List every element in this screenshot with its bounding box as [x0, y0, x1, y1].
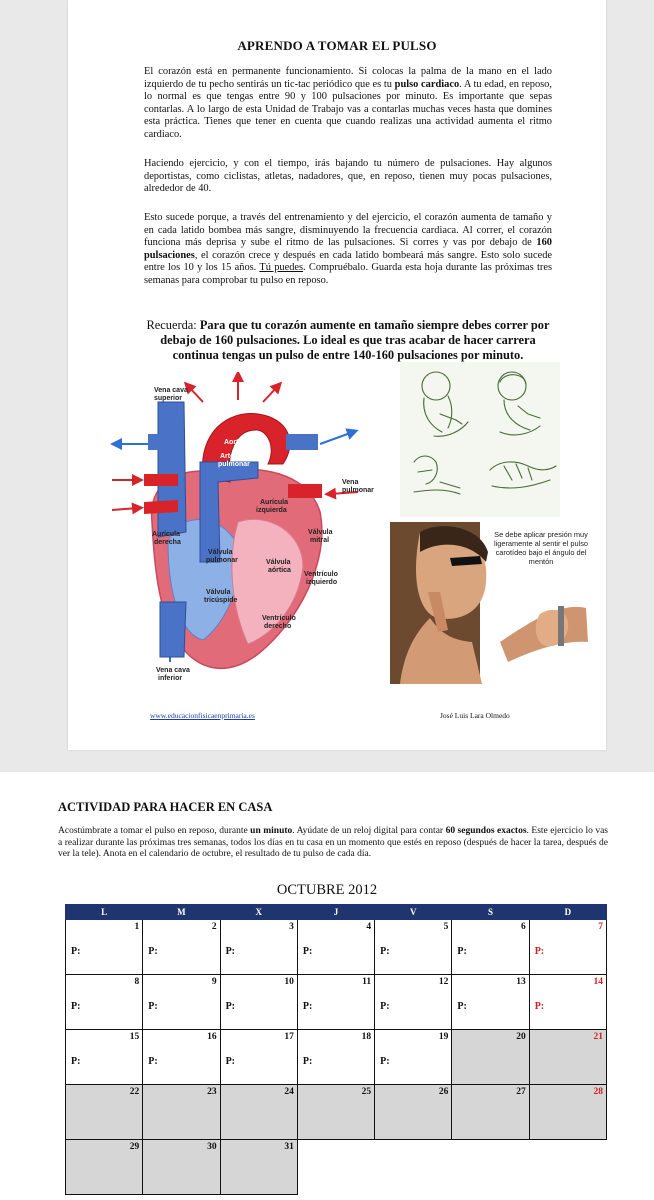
- calendar-day-cell[interactable]: [529, 975, 606, 1030]
- calendar-day-cell: [66, 1085, 143, 1140]
- calendar-day-cell[interactable]: [66, 1030, 143, 1085]
- weekday-header: V: [375, 905, 452, 920]
- weekday-header: D: [529, 905, 606, 920]
- paragraph-1: El corazón está en permanente funcionamiento. Si colocas la palma de la mano en el lado izquierdo de tu pecho sentirás un tic-tac periódico que es tu pulso cardiaco. A tu edad, en reposo, lo normal es que tengas entre 90 y 100 pulsaciones por minuto. Es importante que sepas contarlas. A lo largo de esta Unidad de Trabajo vas a contarlas muchas veces hasta que domines esta práctica. Tienes que tener en cuenta que cuando realizas una actividad aumenta el ritmo cardiaco.: [144, 66, 552, 140]
- label-vena-pulmonar: Vena pulmonar: [342, 479, 374, 494]
- day-number: 5: [443, 922, 449, 932]
- activity-title: ACTIVIDAD PARA HACER EN CASA: [58, 800, 273, 814]
- calendar-week-row: [66, 1085, 607, 1140]
- calendar-empty-cell: [452, 1140, 529, 1195]
- footer-website-link[interactable]: www.educacionfisicaenprimaria.es: [150, 711, 255, 720]
- pulse-label: P:: [302, 1056, 313, 1067]
- day-number: 26: [438, 1087, 449, 1097]
- calendar-empty-cell: [297, 1140, 374, 1195]
- day-number: 7: [598, 922, 603, 932]
- day-number: 20: [516, 1032, 526, 1042]
- day-number: 31: [284, 1142, 294, 1152]
- calendar-day-cell: [220, 1085, 297, 1140]
- label-valvula-pulmonar: Válvula pulmonar: [206, 549, 238, 564]
- calendar-day-cell[interactable]: [143, 975, 220, 1030]
- label-auricula-derecha: Aurícula derecha: [152, 531, 181, 546]
- pulse-label: P:: [302, 946, 313, 957]
- calendar-week-row: [66, 1140, 607, 1195]
- pulse-sketch-illustration: [400, 362, 560, 517]
- weekday-header: S: [452, 905, 529, 920]
- calendar-day-cell: [66, 1140, 143, 1195]
- weekday-header: L: [66, 905, 143, 920]
- day-number: 24: [284, 1087, 294, 1097]
- pulse-label: P:: [225, 1056, 236, 1067]
- pulse-label: P:: [380, 1056, 390, 1067]
- label-arteria-pulmonar: Arteria pulmonar: [218, 453, 250, 468]
- calendar-day-cell[interactable]: [375, 975, 452, 1030]
- day-number: 22: [129, 1087, 140, 1097]
- calendar-week-row: [66, 975, 607, 1030]
- calendar-day-cell[interactable]: [375, 1030, 452, 1085]
- pulse-label: P:: [148, 1056, 158, 1067]
- day-number: 6: [520, 922, 526, 932]
- calendar-day-cell[interactable]: [297, 920, 374, 975]
- pulse-label: P:: [71, 946, 81, 957]
- calendar-day-cell[interactable]: [220, 1030, 297, 1085]
- pulse-label: P:: [225, 1001, 236, 1012]
- calendar-day-cell[interactable]: [452, 920, 529, 975]
- day-number: 25: [361, 1087, 372, 1097]
- day-number: 19: [438, 1032, 449, 1042]
- pulse-label: P:: [457, 946, 467, 957]
- pulse-label: P:: [302, 1001, 313, 1012]
- day-number: 8: [134, 977, 140, 987]
- day-number: 14: [593, 977, 603, 987]
- calendar-day-cell[interactable]: [220, 975, 297, 1030]
- pulse-label: P:: [534, 1001, 545, 1012]
- day-number: 2: [211, 922, 217, 932]
- calendar-day-cell: [452, 1030, 529, 1085]
- day-number: 18: [361, 1032, 372, 1042]
- calendar-day-cell[interactable]: [529, 920, 606, 975]
- weekday-header: X: [220, 905, 297, 920]
- pulse-label: P:: [457, 1001, 467, 1012]
- calendar-day-cell[interactable]: [143, 1030, 220, 1085]
- day-number: 11: [362, 977, 372, 987]
- pulse-label: P:: [534, 946, 545, 957]
- day-number: 28: [593, 1087, 603, 1097]
- day-number: 12: [438, 977, 449, 987]
- pulse-label: P:: [225, 946, 236, 957]
- day-number: 13: [516, 977, 526, 987]
- day-number: 15: [129, 1032, 140, 1042]
- day-number: 4: [366, 922, 372, 932]
- calendar-day-cell[interactable]: [66, 975, 143, 1030]
- day-number: 29: [129, 1142, 140, 1152]
- day-number: 1: [134, 922, 140, 932]
- weekday-header: J: [297, 905, 374, 920]
- calendar-day-cell: [452, 1085, 529, 1140]
- calendar-day-cell: [143, 1140, 220, 1195]
- pulse-label: P:: [380, 946, 390, 957]
- label-ventriculo-izquierdo: Ventrículo izquierdo: [304, 571, 338, 586]
- label-auricula-izquierda: Aurícula izquierda: [256, 499, 289, 514]
- label-valvula-aortica: Válvula aórtica: [266, 559, 291, 574]
- calendar-day-cell[interactable]: [375, 920, 452, 975]
- calendar-body: [66, 920, 607, 1195]
- calendar-empty-cell: [529, 1140, 606, 1195]
- day-number: 23: [207, 1087, 217, 1097]
- calendar-day-cell[interactable]: [297, 975, 374, 1030]
- pulse-label: P:: [148, 946, 158, 957]
- calendar-day-cell: [529, 1030, 606, 1085]
- day-number: 16: [207, 1032, 217, 1042]
- calendar-day-cell: [143, 1085, 220, 1140]
- footer-author: José Luis Lara Olmedo: [440, 711, 510, 720]
- pulse-label: P:: [71, 1056, 81, 1067]
- calendar-empty-cell: [375, 1140, 452, 1195]
- day-number: 17: [284, 1032, 294, 1042]
- calendar-day-cell[interactable]: [220, 920, 297, 975]
- photo-caption: Se debe aplicar presión muy ligeramente al sentir el pulso carotídeo bajo el ángulo del mentón: [493, 530, 589, 566]
- calendar-day-cell[interactable]: [143, 920, 220, 975]
- pulse-label: P:: [148, 1001, 158, 1012]
- day-number: 3: [289, 922, 294, 932]
- paragraph-2: Haciendo ejercicio, y con el tiempo, irás bajando tu número de pulsaciones. Hay algunos deportistas, como ciclistas, atletas, nadadores, que, en reposo, tienen muy pocas pulsaciones, alrededor de 40.: [144, 158, 552, 195]
- reminder-box: Recuerda: Para que tu corazón aumente en tamaño siempre debes correr por debajo de 160 pulsaciones. Lo ideal es que tras acabar de hacer carrera continua tengas un pulso de entre 140-160 pulsaciones por minuto.: [146, 318, 550, 363]
- calendar-day-cell[interactable]: [66, 920, 143, 975]
- calendar-day-cell: [529, 1085, 606, 1140]
- day-number: 21: [593, 1032, 603, 1042]
- label-valvula-mitral: Válvula mitral: [308, 529, 333, 544]
- label-aorta: Aorta: [224, 439, 243, 446]
- page-title: APRENDO A TOMAR EL PULSO: [237, 38, 437, 53]
- calendar-week-row: [66, 920, 607, 975]
- label-valvula-tricuspide: Válvula tricúspide: [204, 589, 238, 604]
- october-calendar: [65, 904, 607, 1195]
- paragraph-3: Esto sucede porque, a través del entrenamiento y del ejercicio, el corazón aumenta de tamaño y en cada latido bombea más sangre, disminuyendo la frecuencia cardiaca. Al correr, el corazón funciona más deprisa y sube el ritmo de las pulsaciones. Si corres y vas por debajo de 160 pulsaciones, el corazón crece y después en cada latido bombeará más sangre. Esto solo sucede entre los 10 y los 15 años. Tú puedes. Compruébalo. Guarda esta hoja durante las próximas tres semanas para comprobar tu pulso en reposo.: [144, 212, 552, 286]
- pulse-label: P:: [380, 1001, 390, 1012]
- calendar-day-cell[interactable]: [297, 1030, 374, 1085]
- calendar-header-row: [66, 905, 607, 920]
- day-number: 9: [211, 977, 217, 987]
- pulse-label: P:: [71, 1001, 81, 1012]
- label-ventriculo-derecho: Ventrículo derecho: [262, 615, 296, 630]
- heart-diagram: [108, 372, 388, 692]
- activity-instructions: Acostúmbrate a tomar el pulso en reposo, durante un minuto. Ayúdate de un reloj digital para contar 60 segundos exactos. Este ejercicio lo vas a realizar durante las próximas tres semanas, todos los días en tu casa en un momento que estés en reposo (después de hacer la tarea, después de ver la tele). Anota en el calendario de octubre, el resultado de tu pulso de cada día.: [58, 826, 608, 860]
- calendar-day-cell: [375, 1085, 452, 1140]
- calendar-day-cell: [220, 1140, 297, 1195]
- label-vena-cava-inferior: Vena cava inferior: [156, 667, 190, 682]
- weekday-header: M: [143, 905, 220, 920]
- day-number: 27: [516, 1087, 526, 1097]
- calendar-day-cell[interactable]: [452, 975, 529, 1030]
- calendar-week-row: [66, 1030, 607, 1085]
- label-vena-cava-superior: Vena cava superior: [154, 387, 188, 402]
- day-number: 30: [207, 1142, 217, 1152]
- calendar-day-cell: [297, 1085, 374, 1140]
- worksheet-page-1: [68, 0, 606, 750]
- day-number: 10: [284, 977, 294, 987]
- calendar-title: OCTUBRE 2012: [276, 882, 378, 898]
